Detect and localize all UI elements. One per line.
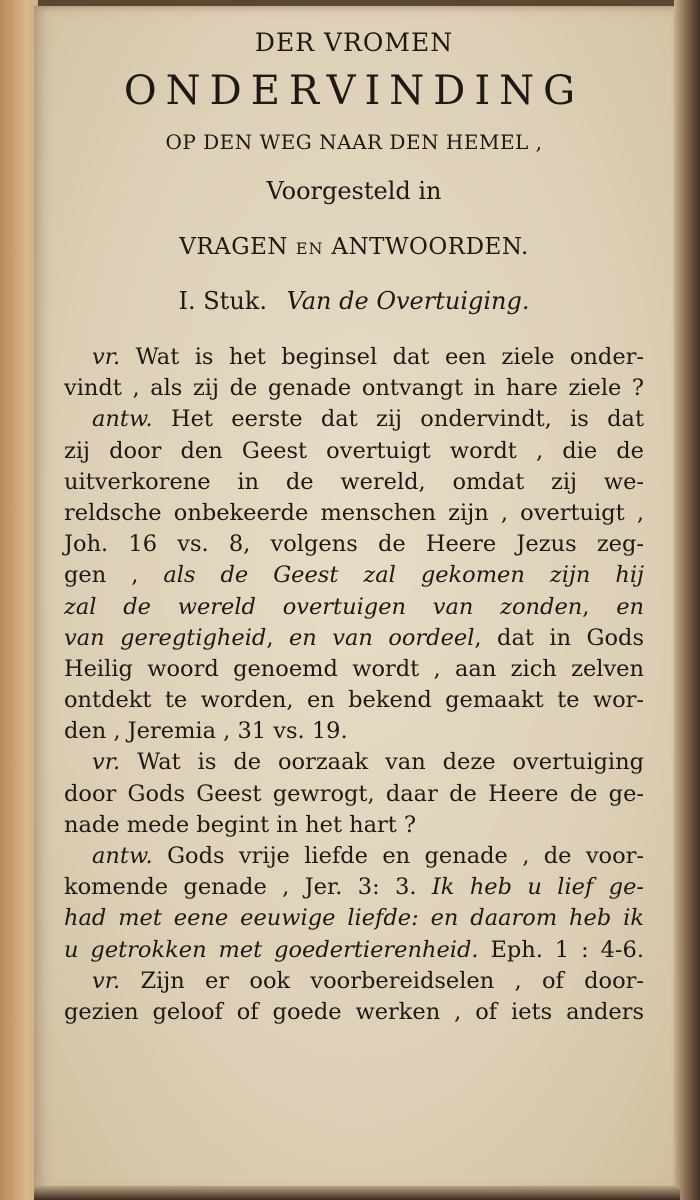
text-line: komende genade , Jer. 3: 3. Ik heb u lief ge- xyxy=(64,874,644,901)
binding-edge xyxy=(0,0,38,1200)
format-title xyxy=(64,218,644,270)
text-line: zij door den Geest overtuigt wordt , die de xyxy=(64,437,644,464)
text-line: had met eene eeuwige liefde: en daarom heb ik xyxy=(64,905,644,932)
text-line: vr. Zijn er ook voorbereidselen , of door- xyxy=(92,967,644,994)
title-line-1: DER VROMEN xyxy=(254,28,454,57)
format-word-1: VRAGEN xyxy=(179,234,289,260)
bottom-edge xyxy=(34,1186,680,1200)
text-line: Joh. 16 vs. 8, volgens de Heere Jezus zeg- xyxy=(64,531,644,558)
text-line: Heilig woord genoemd wordt , aan zich zelven xyxy=(64,655,644,682)
body-text xyxy=(64,342,644,1028)
text-line: antw. Het eerste dat zij ondervindt, is dat xyxy=(92,406,644,433)
text-line: den , Jeremia , 31 vs. 19. xyxy=(64,718,348,745)
text-line: u getrokken met goedertierenheid. Eph. 1 : 4-6. xyxy=(64,936,644,963)
text-line: nade mede begint in het hart ? xyxy=(64,811,417,838)
format-word-3: ANTWOORDEN. xyxy=(331,234,529,260)
page-content xyxy=(64,24,644,1028)
section-number: I. Stuk. xyxy=(178,287,267,315)
subtitle: OP DEN WEG NAAR DEN HEMEL , xyxy=(165,130,543,154)
text-line: gezien geloof of goede werken , of iets anders xyxy=(64,998,644,1025)
text-line: zal de wereld overtuigen van zonden, en xyxy=(64,593,644,620)
format-word-2: EN xyxy=(295,239,324,258)
text-line: antw. Gods vrije liefde en genade , de voor- xyxy=(92,843,644,869)
text-line: vindt , als zij de genade ontvangt in hare ziele ? xyxy=(64,375,644,402)
text-line: uitverkorene in de wereld, omdat zij we- xyxy=(64,468,644,495)
page xyxy=(34,6,680,1192)
section-title: Van de Overtuiging. xyxy=(286,287,530,315)
text-line: van geregtigheid, en van oordeel, dat in Gods xyxy=(64,624,645,651)
section-heading xyxy=(64,270,644,332)
text-line: reldsche onbekeerde menschen zijn , overtuigt , xyxy=(64,499,644,526)
text-line: door Gods Geest gewrogt, daar de Heere de ge- xyxy=(64,780,644,807)
presented-in: Voorgesteld in xyxy=(266,177,442,205)
title-main: ONDERVINDING xyxy=(123,68,585,114)
text-line: ontdekt te worden, en bekend gemaakt te wor- xyxy=(64,687,644,714)
text-line: vr. Wat is het beginsel dat een ziele onder- xyxy=(92,344,645,370)
page-stack-edge xyxy=(674,0,700,1200)
text-line: gen , als de Geest zal gekomen zijn hij xyxy=(64,562,645,589)
text-line: vr. Wat is de oorzaak van deze overtuiging xyxy=(92,749,644,776)
